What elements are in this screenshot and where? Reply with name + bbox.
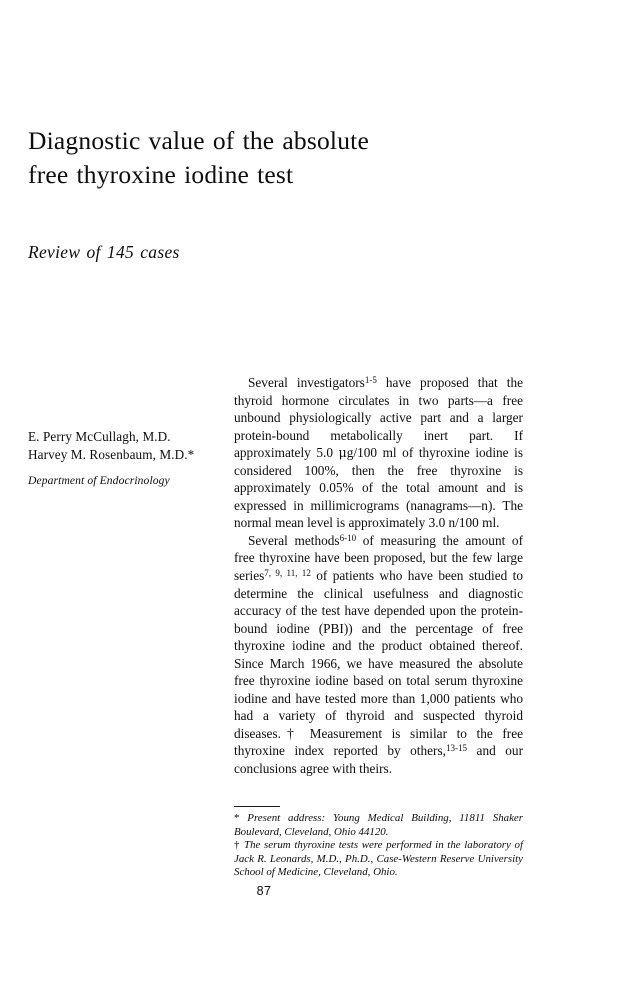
paragraph-2-segment-3: of patients who have been studied to determine the clinical usefulness and diagnostic accuracy of the test have depended upon the protein-bound iodine (PBI)) and the percentage of free thyroxine iodine and the product obtained thereof. Since March 1966, we have measured the absolute free thyroxine iodine based on total serum thyroxine iodine and have tested more than 1,000 patients who had a variety of thyroid and suspected thyroid diseases.† Measurement is similar to the free thyroxine index reported by others, [234,568,523,759]
byline [28,428,218,487]
paragraph-1-segment-2: have proposed that the thyroid hormone circulates in two parts—a free unbound physiologically active part and a larger protein-bound metabolically inert part. If approximately 5.0 [234,375,523,461]
article-subtitle: Review of 145 cases [28,242,180,262]
citation-ref-7-9-11-12: 7, 9, 11, 12 [264,568,311,579]
paragraph-2-segment-4: and our conclusions agree with theirs. [234,743,523,777]
author-name-primary: E. Perry McCullagh, M.D. [28,429,171,444]
citation-ref-13-15: 13-15 [445,743,468,754]
footnote-asterisk-text: Present address: Young Medical Building, 11811 Shaker Boulevard, Cleveland, Ohio 44120. [234,812,523,838]
body-paragraph-1 [234,374,523,532]
body-column [234,374,523,778]
footnote-marker-asterisk: * [234,812,240,824]
title-block [28,124,458,192]
footnotes-block [234,812,523,880]
paragraph-2-segment-1: Several methods [248,532,340,548]
citation-ref-1-5: 1-5 [364,375,377,386]
title-line-2: free thyroxine iodine test [28,160,294,189]
footnote-dagger [234,839,523,880]
citation-ref-6-10: 6-10 [339,533,357,544]
department-affiliation: Department of Endocrinology [28,474,170,487]
author-name-secondary: Harvey M. Rosenbaum, M.D.* [28,446,195,462]
footnote-dagger-text: The serum thyroxine tests were performed in the laboratory of Jack R. Leonards, M.D., Ph.D., Case-Western Reserve University School of Medicine, Cleveland, Ohio. [234,839,523,879]
footnote-separator-rule [234,806,280,807]
page-title [28,124,458,192]
footnote-marker-dagger: † [234,839,241,852]
body-paragraph-2 [234,532,523,778]
paragraph-2-segment-2: of measuring the amount of free thyroxine have been proposed, but the few large series [234,532,523,584]
paragraph-1-segment-3: g/100 ml of thyroxine iodine is considered 100%, then the free thyroxine is approximately 0.05% of the total amount and is expressed in millimicrograms (nanagrams—n). The normal mean level is approximately 3.0 n/100 ml. [234,445,523,531]
paragraph-1-segment-1: Several investigators [248,375,365,390]
page-number: 87 [256,884,272,898]
footnote-asterisk [234,812,523,839]
micro-symbol: μ [338,445,347,461]
title-line-1: Diagnostic value of the absolute [28,126,369,155]
